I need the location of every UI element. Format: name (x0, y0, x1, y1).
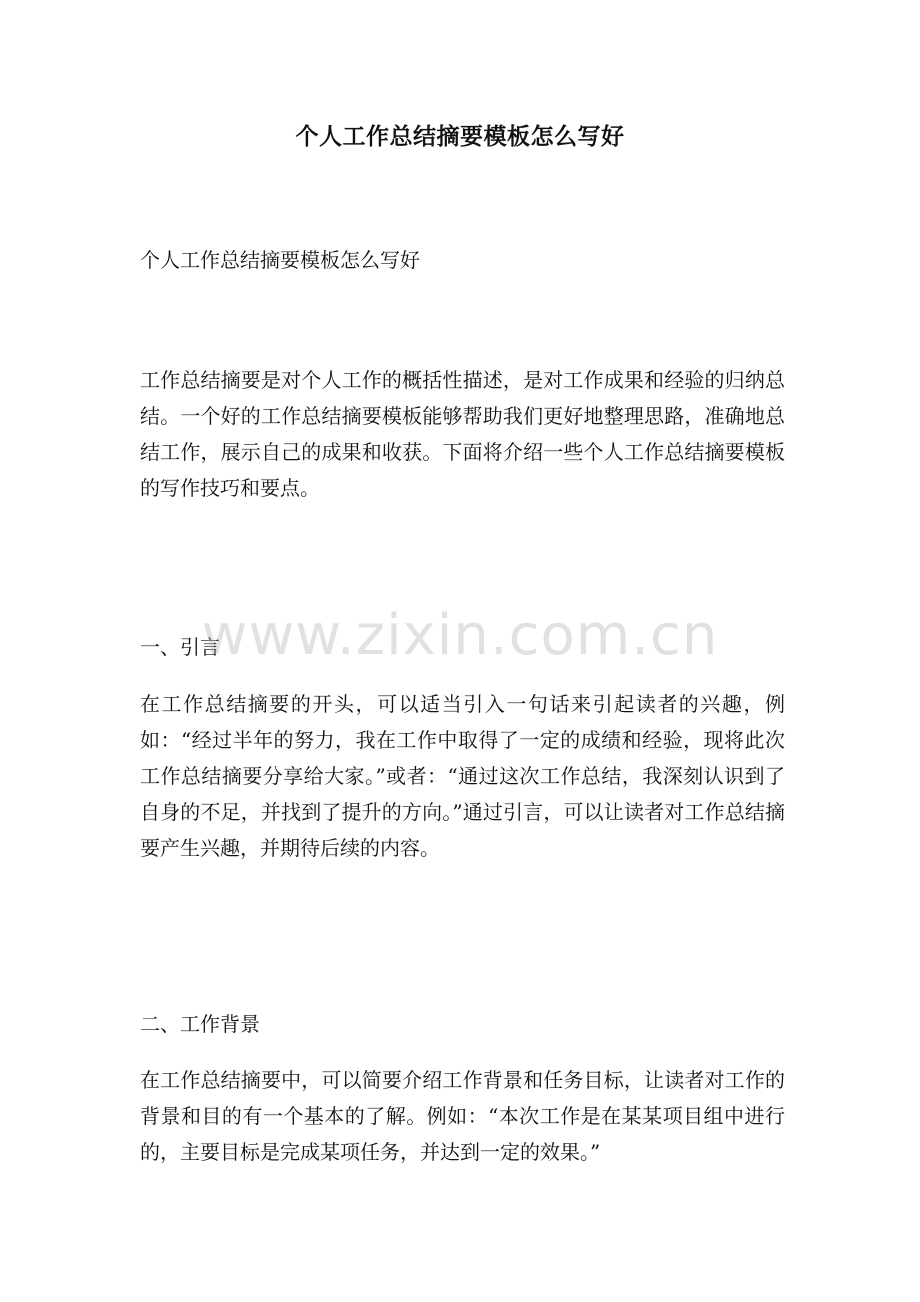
section-heading-work-background: 二、工作背景 (140, 1012, 260, 1036)
section-body-work-background: 在工作总结摘要中，可以简要介绍工作背景和任务目标，让读者对工作的背景和目的有一个基本的了解。例如：“本次工作是在某某项目组中进行的，主要目标是完成某项任务，并达到一定的效果。” (140, 1068, 785, 1164)
watermark-text: www.zixin.com.cn (201, 603, 719, 668)
section-body-introduction: 在工作总结摘要的开头，可以适当引入一句话来引起读者的兴趣，例如：“经过半年的努力，我在工作中取得了一定的成绩和经验，现将此次工作总结摘要分享给大家。”或者：“通过这次工作总结，我深刻认识到了自身的不足，并找到了提升的方向。”通过引言，可以让读者对工作总结摘要产生兴趣，并期待后续的内容。 (140, 692, 785, 860)
section-heading-introduction: 一、引言 (140, 635, 220, 659)
intro-paragraph: 工作总结摘要是对个人工作的概括性描述，是对工作成果和经验的归纳总结。一个好的工作总结摘要模板能够帮助我们更好地整理思路，准确地总结工作，展示自己的成果和收获。下面将介绍一些个人工作总结摘要模板的写作技巧和要点。 (140, 368, 785, 500)
document-title: 个人工作总结摘要模板怎么写好 (295, 123, 625, 150)
document-subtitle: 个人工作总结摘要模板怎么写好 (140, 248, 420, 272)
